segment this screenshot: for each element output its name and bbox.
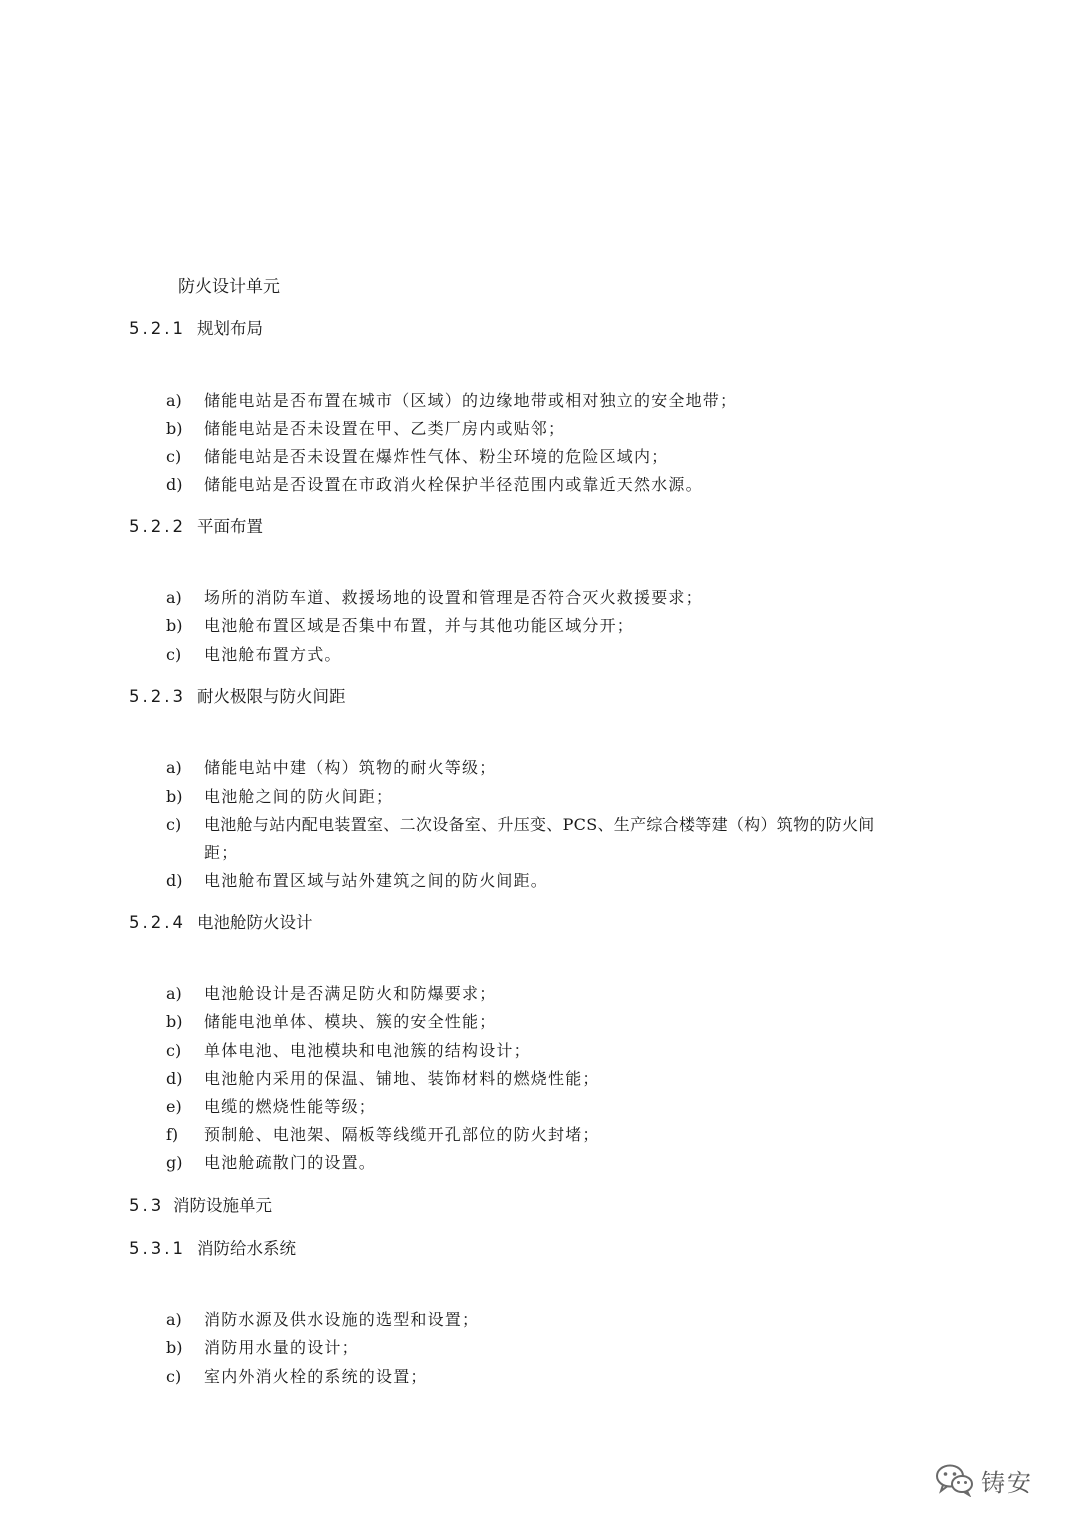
section-title: 规划布局 bbox=[197, 319, 263, 338]
section-heading-5-2-1 bbox=[129, 318, 263, 340]
section-heading-5-2-3 bbox=[129, 686, 346, 708]
section-heading-5-2-2 bbox=[129, 516, 263, 538]
item-label: g) bbox=[166, 1153, 183, 1172]
item-label: a) bbox=[166, 984, 182, 1003]
item-label: a) bbox=[166, 1310, 182, 1329]
watermark bbox=[935, 1460, 1055, 1500]
item-text: 电池舱疏散门的设置。 bbox=[204, 1153, 377, 1172]
list-item bbox=[166, 474, 986, 496]
list-item bbox=[166, 1011, 986, 1033]
list-item bbox=[166, 983, 986, 1005]
item-label: a) bbox=[166, 758, 182, 777]
list-item bbox=[166, 615, 986, 637]
item-label: c) bbox=[166, 645, 182, 664]
item-text: 电池舱设计是否满足防火和防爆要求； bbox=[204, 984, 497, 1003]
list-item bbox=[166, 587, 986, 609]
item-text: 电池舱与站内配电装置室、二次设备室、升压变、PCS、生产综合楼等建（构）筑物的防火间 bbox=[204, 815, 875, 834]
item-text: 消防水源及供水设施的选型和设置； bbox=[204, 1310, 480, 1329]
item-text: 储能电站是否布置在城市（区域）的边缘地带或相对独立的安全地带； bbox=[204, 391, 738, 410]
item-text: 电池舱布置区域是否集中布置，并与其他功能区域分开； bbox=[204, 616, 635, 635]
list-item-continuation bbox=[166, 842, 986, 864]
section-number: 5.3.1 bbox=[129, 1239, 186, 1258]
item-text: 电缆的燃烧性能等级； bbox=[204, 1097, 377, 1116]
watermark-text: 铸安 bbox=[981, 1468, 1033, 1497]
item-text: 电池舱之间的防火间距； bbox=[204, 787, 394, 806]
section-title: 电池舱防火设计 bbox=[197, 913, 313, 932]
item-label: c) bbox=[166, 1367, 182, 1386]
item-text: 电池舱内采用的保温、铺地、装饰材料的燃烧性能； bbox=[204, 1069, 600, 1088]
list-item bbox=[166, 1309, 986, 1331]
item-text: 预制舱、电池架、隔板等线缆开孔部位的防火封堵； bbox=[204, 1125, 600, 1144]
list-item bbox=[166, 644, 986, 666]
item-text: 消防用水量的设计； bbox=[204, 1338, 359, 1357]
item-text: 电池舱布置方式。 bbox=[204, 645, 342, 664]
item-label: d) bbox=[166, 475, 183, 494]
section-heading-5-3-1 bbox=[129, 1238, 296, 1260]
list-item bbox=[166, 757, 986, 779]
item-text: 单体电池、电池模块和电池簇的结构设计； bbox=[204, 1041, 531, 1060]
section-number: 5.2.1 bbox=[129, 319, 186, 338]
section-number: 5.3 bbox=[129, 1196, 165, 1215]
item-label: a) bbox=[166, 588, 182, 607]
item-label: b) bbox=[166, 1012, 183, 1031]
list-item bbox=[166, 1337, 986, 1359]
list-item bbox=[166, 1366, 986, 1388]
item-label: b) bbox=[166, 616, 183, 635]
list-item bbox=[166, 1124, 986, 1146]
wechat-icon bbox=[935, 1463, 975, 1497]
page-title: 防火设计单元 bbox=[178, 277, 280, 297]
item-text: 储能电站是否未设置在甲、乙类厂房内或贴邻； bbox=[204, 419, 566, 438]
item-text: 场所的消防车道、救援场地的设置和管理是否符合灭火救援要求； bbox=[204, 588, 703, 607]
list-item bbox=[166, 446, 986, 468]
section-title: 平面布置 bbox=[197, 517, 263, 536]
section-number: 5.2.4 bbox=[129, 913, 186, 932]
list-item bbox=[166, 1152, 986, 1174]
item-label: d) bbox=[166, 1069, 183, 1088]
list-item bbox=[166, 390, 986, 412]
list-item bbox=[166, 1096, 986, 1118]
item-label: c) bbox=[166, 447, 182, 466]
section-heading-5-3 bbox=[129, 1195, 272, 1217]
item-label: c) bbox=[166, 1041, 182, 1060]
section-number: 5.2.3 bbox=[129, 687, 186, 706]
item-text: 储能电站中建（构）筑物的耐火等级； bbox=[204, 758, 497, 777]
item-label: b) bbox=[166, 419, 183, 438]
item-text: 室内外消火栓的系统的设置； bbox=[204, 1367, 428, 1386]
item-text: 距； bbox=[204, 843, 239, 862]
item-label: d) bbox=[166, 871, 183, 890]
item-label: e) bbox=[166, 1097, 182, 1116]
item-label: a) bbox=[166, 391, 182, 410]
section-title: 耐火极限与防火间距 bbox=[197, 687, 346, 706]
section-title: 消防设施单元 bbox=[173, 1196, 272, 1215]
item-label: b) bbox=[166, 787, 183, 806]
item-label: c) bbox=[166, 815, 182, 834]
list-item bbox=[166, 870, 986, 892]
section-number: 5.2.2 bbox=[129, 517, 186, 536]
item-label: b) bbox=[166, 1338, 183, 1357]
list-item bbox=[166, 814, 986, 836]
list-item bbox=[166, 418, 986, 440]
section-heading-5-2-4 bbox=[129, 912, 313, 934]
item-text: 储能电站是否设置在市政消火栓保护半径范围内或靠近天然水源。 bbox=[204, 475, 703, 494]
list-item bbox=[166, 1040, 986, 1062]
list-item bbox=[166, 786, 986, 808]
item-text: 电池舱布置区域与站外建筑之间的防火间距。 bbox=[204, 871, 549, 890]
item-label: f) bbox=[166, 1125, 179, 1144]
item-text: 储能电站是否未设置在爆炸性气体、粉尘环境的危险区域内； bbox=[204, 447, 669, 466]
section-title: 消防给水系统 bbox=[197, 1239, 296, 1258]
item-text: 储能电池单体、模块、簇的安全性能； bbox=[204, 1012, 497, 1031]
list-item bbox=[166, 1068, 986, 1090]
